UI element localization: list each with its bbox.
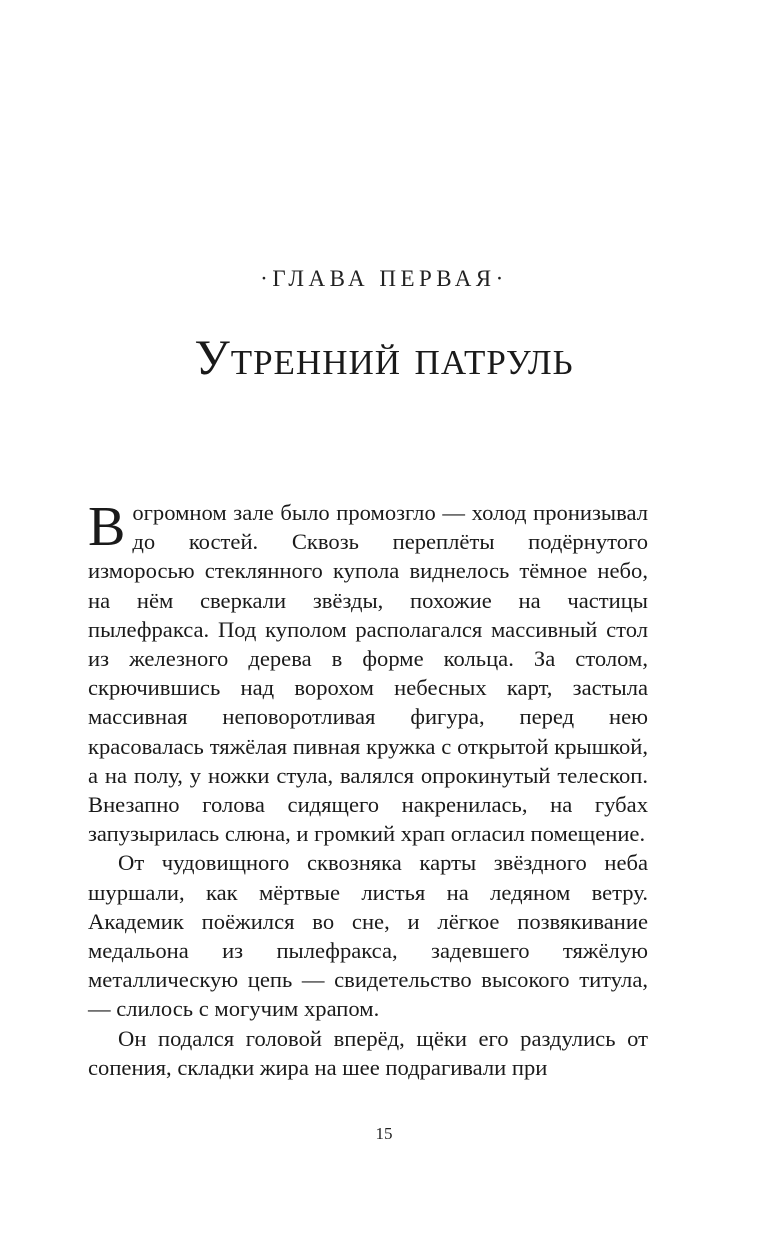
paragraph-1-text: огромном зале было промозгло — холод пронизывал до костей. Сквозь переплёты подёрнутого изморосью стеклянного купола виднелось тёмное небо, на нём сверкали звёзды, похожие на частицы пылефракса. Под куполом располагался массивный стол из железного дерева в форме кольца. За столом, скрючившись над ворохом небесных карт, застыла массивная неповоротливая фигура, перед нею красовалась тяжёлая пивная кружка с открытой крышкой, а на полу, у ножки стула, валялся опрокинутый телескоп. Внезапно голова сидящего накренилась, на губах запузырилась слюна, и громкий храп огласил помещение. [88,500,648,847]
body-text [88,498,648,1082]
chapter-title: Утренний патруль [194,329,574,385]
drop-cap: В [88,496,126,558]
paragraph-3: Он подался головой вперёд, щёки его раздулись от сопения, складки жира на шее подрагивали при [88,1025,648,1080]
paragraph-1 [88,498,648,848]
chapter-label: ·ГЛАВА ПЕРВАЯ· [260,266,508,291]
paragraph-2: От чудовищного сквозняка карты звёздного неба шуршали, как мёртвые листья на ледяном ветру. Академик поёжился во сне, и лёгкое позвякивание медальона из пылефракса, задевшего тяжёлую металлическую цепь — свидетельство высокого титула, — слилось с могучим храпом. [88,850,648,1022]
page-number: 15 [375,1124,393,1143]
